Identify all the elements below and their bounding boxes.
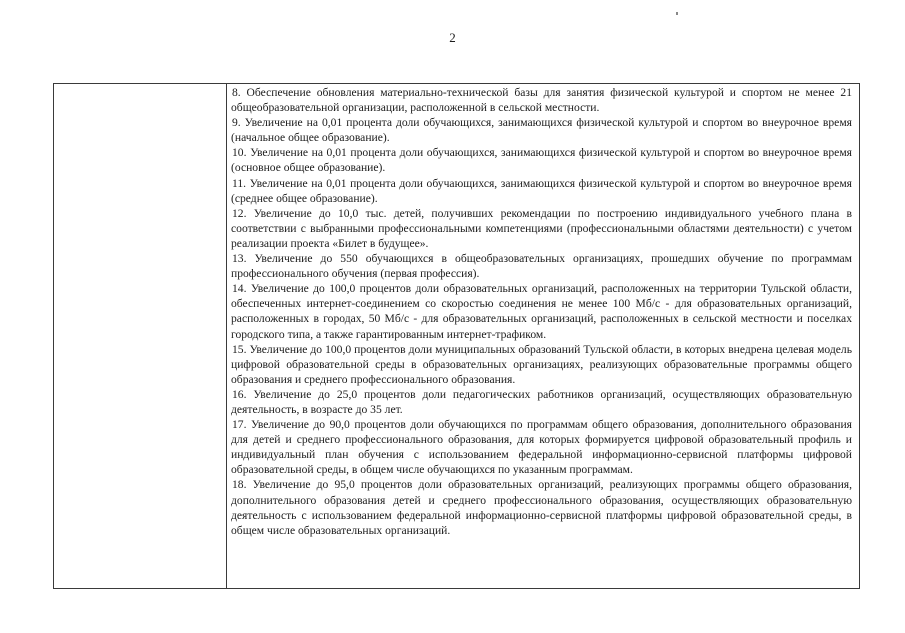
list-item-10: 10. Увеличение на 0,01 процента доли обучающихся, занимающихся физической культурой и спортом во внеурочное время (основное общее образование). [231, 146, 852, 175]
scan-speck [676, 12, 678, 15]
list-item-16: 16. Увеличение до 25,0 процентов доли педагогических работников организаций, осуществляющих образовательную деятельность, в возрасте до 35 лет. [231, 387, 852, 416]
list-item-17: 17. Увеличение до 90,0 процентов доли обучающихся по программам общего образования, дополнительного образования для детей и среднего профессионального образования, для которых формируется цифровой образовательный профиль и индивидуальный план обучения с использованием федеральной информационно-сервисной платформы цифровой образовательной среды, в общем числе обучающихся по указанным программам. [231, 418, 852, 477]
list-item-12: 12. Увеличение до 10,0 тыс. детей, получивших рекомендации по построению индивидуального учебного плана в соответствии с выбранными профессиональными компетенциями (профессиональными областями деятельности) с учетом реализации проекта «Билет в будущее». [231, 206, 852, 250]
list-item-18: 18. Увеличение до 95,0 процентов доли образовательных организаций, реализующих программы общего образования, дополнительного образования детей и среднего профессионального образования, осуществляющих образовательную деятельность с использованием федеральной информационно-сервисной платформы цифровой образовательной среды, в общем числе образовательных организаций. [231, 478, 852, 537]
list-item-14: 14. Увеличение до 100,0 процентов доли образовательных организаций, расположенных на территории Тульской области, обеспеченных интернет-соединением со скоростью соединения не менее 100 Мб/с - для образовательных организаций, расположенных в городах, 50 Мб/с - для образовательных организаций, расположенных в сельской местности и поселках городского типа, а также гарантированным интернет-трафиком. [231, 282, 852, 341]
list-item-11: 11. Увеличение на 0,01 процента доли обучающихся, занимающихся физической культурой и спортом во внеурочное время (среднее общее образование). [231, 176, 852, 205]
list-item-8: 8. Обеспечение обновления материально-технической базы для занятия физической культурой и спортом не менее 21 общеобразовательной организации, расположенной в сельской местности. [231, 86, 852, 115]
list-item-9: 9. Увеличение на 0,01 процента доли обучающихся, занимающихся физической культурой и спортом во внеурочное время (начальное общее образование). [231, 116, 852, 145]
document-table [53, 83, 860, 589]
page-number: 2 [449, 30, 456, 45]
list-item-15: 15. Увеличение до 100,0 процентов доли муниципальных образований Тульской области, в которых внедрена целевая модель цифровой образовательной среды в образовательных организациях, реализующих образовательные программы общего образования и среднего профессионального образования. [231, 342, 852, 386]
table-right-column [227, 84, 859, 588]
table-left-column [54, 84, 227, 588]
list-item-13: 13. Увеличение до 550 обучающихся в общеобразовательных организациях, прошедших обучение по программам профессионального обучения (первая профессия). [231, 252, 852, 281]
